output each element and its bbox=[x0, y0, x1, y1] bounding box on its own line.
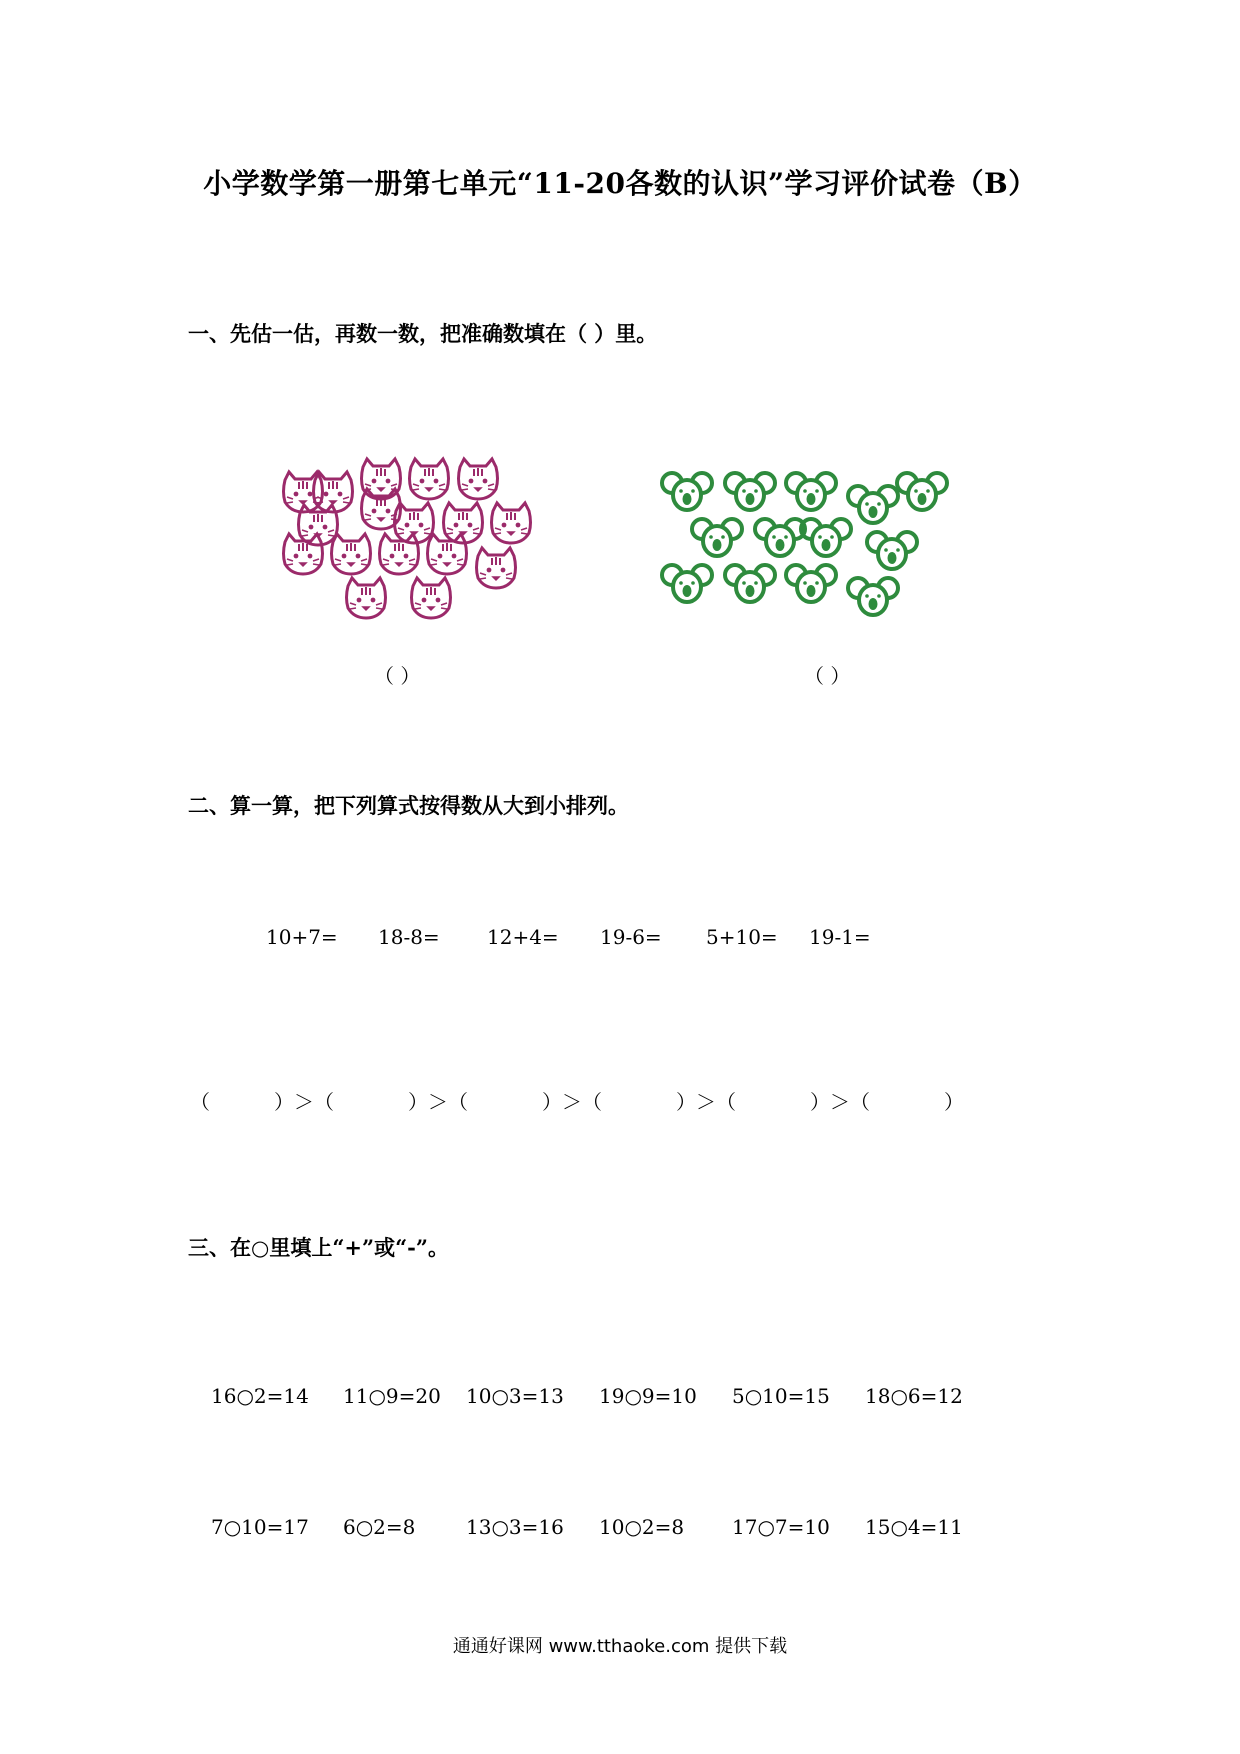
koala-face-icon bbox=[725, 473, 775, 510]
order-blank-part: ） bbox=[944, 1090, 964, 1114]
cat-face-icon bbox=[332, 534, 371, 574]
order-blank-part: ）＞（ bbox=[542, 1090, 602, 1114]
cat-face-icon bbox=[412, 578, 451, 618]
fill-in-equation[interactable]: 17○7=10 bbox=[732, 1515, 830, 1539]
koala-face-icon bbox=[662, 565, 712, 602]
fill-in-equation[interactable]: 16○2=14 bbox=[211, 1384, 309, 1408]
cat-group bbox=[284, 459, 531, 618]
fill-in-equation[interactable]: 11○9=20 bbox=[343, 1384, 441, 1408]
fill-in-equation[interactable]: 5○10=15 bbox=[732, 1384, 830, 1408]
section-2-heading: 二、算一算，把下列算式按得数从大到小排列。 bbox=[188, 793, 629, 818]
footer-source: 通通好课网 www.tthaoke.com 提供下载 bbox=[452, 1636, 788, 1657]
page-title: 小学数学第一册第七单元“11-20各数的认识”学习评价试卷（B） bbox=[203, 167, 1037, 200]
section-1-heading: 一、先估一估，再数一数，把准确数填在（ ）里。 bbox=[188, 321, 658, 346]
koala-face-icon bbox=[786, 473, 836, 510]
expression: 19-1= bbox=[809, 925, 871, 949]
koala-face-icon bbox=[801, 519, 851, 556]
koala-face-icon bbox=[897, 473, 947, 510]
koala-face-icon bbox=[755, 519, 805, 556]
cat-face-icon bbox=[347, 578, 386, 618]
koala-count-blank[interactable]: （ ） bbox=[804, 664, 851, 688]
order-blank-part: ）＞（ bbox=[274, 1090, 334, 1114]
section-3-heading: 三、在○里填上“+”或“-”。 bbox=[188, 1235, 449, 1260]
cat-face-icon bbox=[459, 459, 498, 499]
koala-face-icon bbox=[662, 473, 712, 510]
cat-face-icon bbox=[492, 503, 531, 543]
cat-face-icon bbox=[362, 459, 401, 499]
cat-face-icon bbox=[477, 548, 516, 588]
koala-face-icon bbox=[867, 532, 917, 569]
expression: 12+4= bbox=[487, 925, 559, 949]
koala-group bbox=[662, 473, 947, 615]
koala-face-icon bbox=[692, 519, 742, 556]
expression: 19-6= bbox=[600, 925, 662, 949]
ordering-blanks[interactable] bbox=[190, 1086, 964, 1115]
expression: 5+10= bbox=[706, 925, 778, 949]
koala-face-icon bbox=[848, 578, 898, 615]
order-blank-part: ）＞（ bbox=[810, 1090, 870, 1114]
fill-in-equation[interactable]: 15○4=11 bbox=[865, 1515, 963, 1539]
order-blank-part: （ bbox=[190, 1090, 210, 1114]
expression: 10+7= bbox=[266, 925, 338, 949]
cat-face-icon bbox=[380, 534, 419, 574]
cat-count-blank[interactable]: （ ） bbox=[374, 664, 421, 688]
fill-in-equation[interactable]: 6○2=8 bbox=[343, 1515, 416, 1539]
fill-in-equation[interactable]: 10○3=13 bbox=[466, 1384, 564, 1408]
cat-face-icon bbox=[410, 459, 449, 499]
fill-in-equation[interactable]: 7○10=17 bbox=[211, 1515, 309, 1539]
expression: 18-8= bbox=[378, 925, 440, 949]
cat-face-icon bbox=[428, 534, 467, 574]
order-blank-part: ）＞（ bbox=[408, 1090, 468, 1114]
order-blank-part: ）＞（ bbox=[676, 1090, 736, 1114]
koala-face-icon bbox=[848, 486, 898, 523]
cat-face-icon bbox=[284, 534, 323, 574]
fill-in-equation[interactable]: 18○6=12 bbox=[865, 1384, 963, 1408]
fill-in-equation[interactable]: 13○3=16 bbox=[466, 1515, 564, 1539]
koala-face-icon bbox=[786, 565, 836, 602]
fill-in-equation[interactable]: 10○2=8 bbox=[599, 1515, 685, 1539]
koala-face-icon bbox=[725, 565, 775, 602]
fill-in-equation[interactable]: 19○9=10 bbox=[599, 1384, 697, 1408]
